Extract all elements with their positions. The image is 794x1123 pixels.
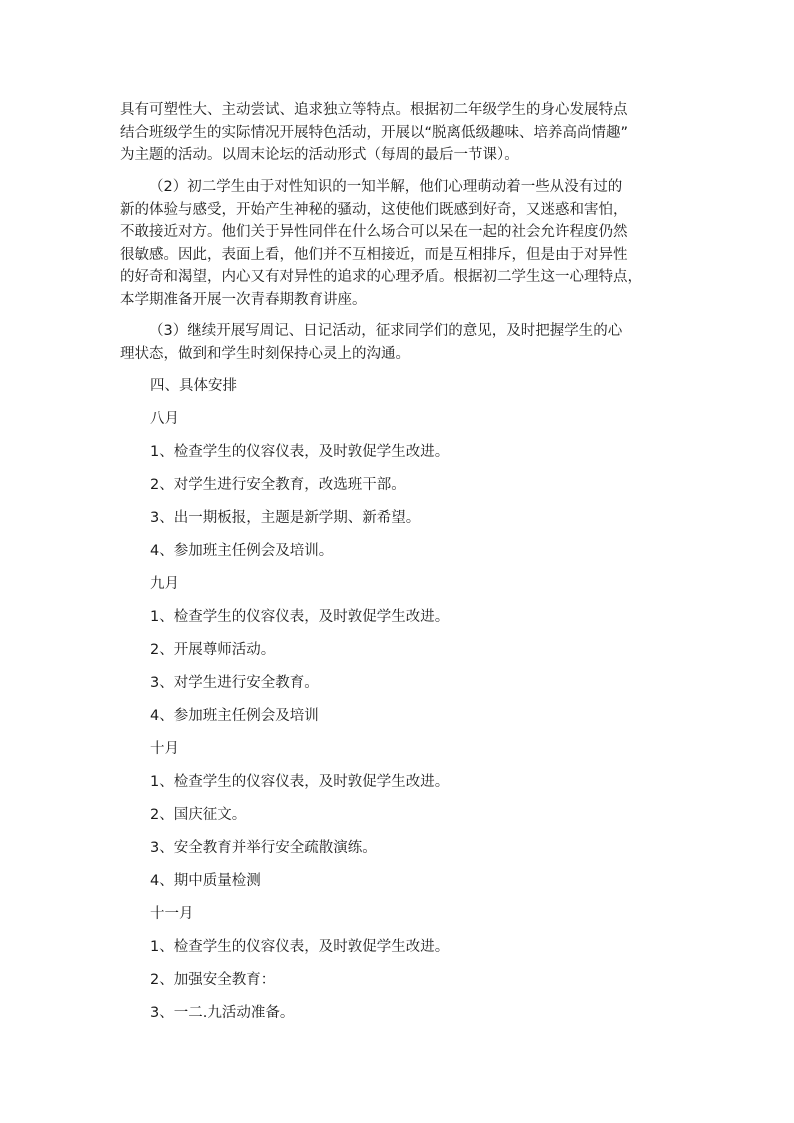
list-item: 4、参加班主任例会及培训 [150,708,319,724]
list-item: 1、检查学生的仪容仪表，及时敦促学生改进。 [150,774,450,790]
month-heading-august: 八月 [150,411,179,427]
text-line: 具有可塑性大、主动尝试、追求独立等特点。根据初二年级学生的身心发展特点 [120,102,628,118]
list-item: 2、开展尊师活动。 [150,642,276,658]
list-item: 3、安全教育并举行安全疏散演练。 [150,840,377,856]
month-heading-november: 十一月 [150,906,194,922]
list-item: 1、检查学生的仪容仪表，及时敦促学生改进。 [150,444,450,460]
text-line: 很敏感。因此，表面上看，他们并不互相接近，而是互相排斥，但是由于对异性 [120,246,628,263]
list-item: 1、检查学生的仪容仪表，及时敦促学生改进。 [150,609,450,625]
list-item: 3、出一期板报，主题是新学期、新希望。 [150,510,421,526]
list-item: 4、参加班主任例会及培训。 [150,543,334,559]
text-line: 不敢接近对方。他们关于异性同伴在什么场合可以呆在一起的社会允许程度仍然 [120,224,628,240]
list-item: 2、国庆征文。 [150,807,247,823]
paragraph-intro [120,99,680,167]
list-item: 2、加强安全教育： [150,972,276,988]
list-item: 3、一二.九活动准备。 [150,1005,295,1021]
list-item: 2、对学生进行安全教育，改选班干部。 [150,477,406,493]
paragraph-point-2 [120,176,680,311]
text-line: （2）初二学生由于对性知识的一知半解，他们心理萌动着一些从没有过的 [149,179,623,195]
text-line: 理状态，做到和学生时刻保持心灵上的沟通。 [120,345,410,362]
section-heading: 四、具体安排 [150,378,237,394]
text-line: 为主题的活动。以周末论坛的活动形式（每周的最后一节课）。 [120,147,519,163]
text-line: 结合班级学生的实际情况开展特色活动，开展以“脱离低级趣味、培养高尚情趣” [120,124,629,141]
month-heading-september: 九月 [150,576,179,592]
text-line: （3）继续开展写周记、日记活动，征求同学们的意见，及时把握学生的心 [149,323,623,339]
paragraph-point-3 [120,320,680,365]
list-item: 4、期中质量检测 [150,873,261,889]
list-item: 1、检查学生的仪容仪表，及时敦促学生改进。 [150,939,450,955]
text-line: 新的体验与感受，开始产生神秘的骚动，这使他们既感到好奇，又迷惑和害怕， [120,201,628,218]
text-line: 的好奇和渴望，内心又有对异性的追求的心理矛盾。根据初二学生这一心理特点， [120,269,642,285]
list-item: 3、对学生进行安全教育。 [150,675,319,691]
text-line: 本学期准备开展一次青春期教育讲座。 [120,291,367,308]
month-heading-october: 十月 [150,741,179,757]
